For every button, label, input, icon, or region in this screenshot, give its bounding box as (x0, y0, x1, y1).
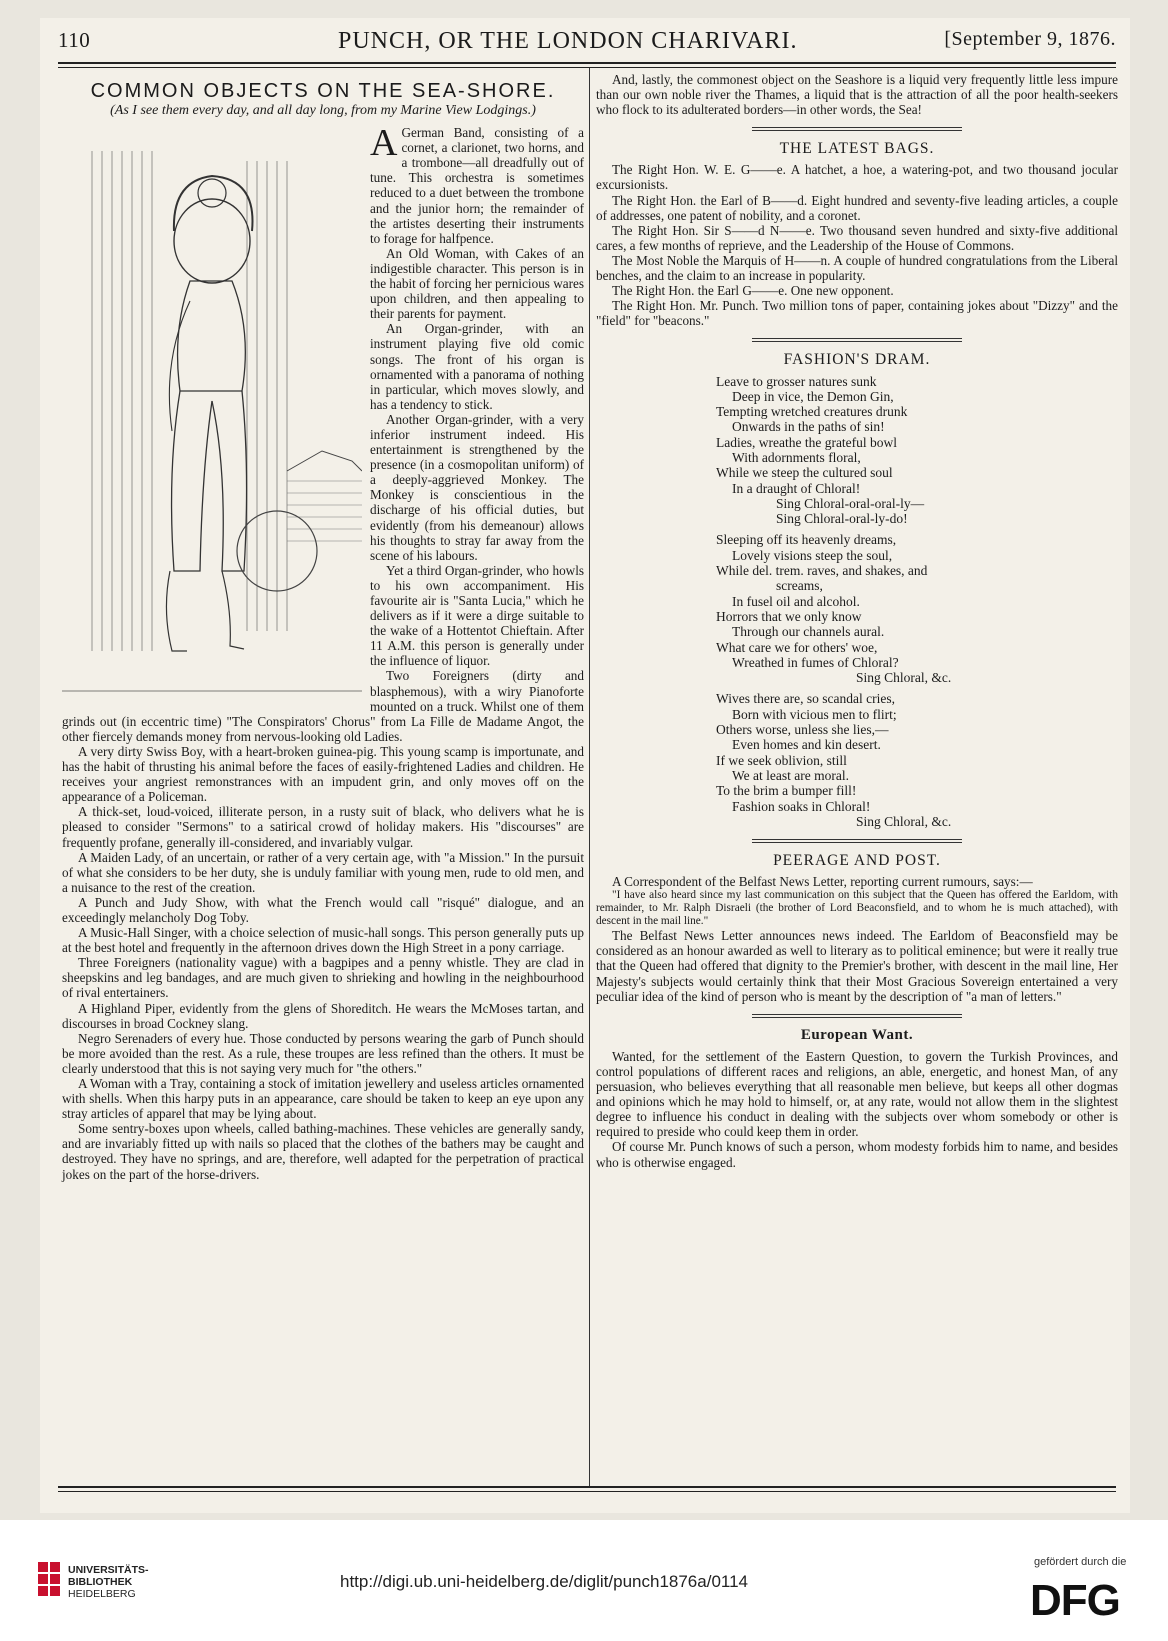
poem-line: With adornments floral, (732, 449, 861, 465)
page-number: 110 (58, 28, 91, 52)
bag-item: The Most Noble the Marquis of H——n. A couple of hundred congratulations from the Liberal benches, and the claim to an increase in popularity. (596, 252, 1118, 284)
paragraph-another-organ-grinder: Another Organ-grinder, with a very inferior instrument indeed. His entertainment is strengthened by the presence (in a cosmopolitan uniform) of a deeply-aggrieved Monkey. The Monkey is conscientious in the discharge of his official duties, but evidently (from his demeanour) allows his thoughts to stray far away from the scene of his labours. (370, 411, 584, 563)
poem-line: Onwards in the paths of sin! (732, 419, 885, 435)
peerage-intro: A Correspondent of the Belfast News Letter, reporting current rumours, says:— (612, 874, 1033, 890)
fashions-dram-title: FASHION'S DRAM. (783, 351, 931, 369)
article-subtitle: (As I see them every day, and all day long, from my Marine View Lodgings.) (110, 103, 536, 119)
poem-line: In fusel oil and alcohol. (732, 593, 860, 609)
paragraph-punch-and-judy: A Punch and Judy Show, with what the French would call "risqué" dialogue, and an exceedingly melancholy Dog Toby. (62, 894, 584, 925)
paragraph-organ-grinder: An Organ-grinder, with an instrument playing five old comic songs. The front of his organ is ornamented with a panorama of nothing in particular, which moves slowly, and has a tendency to stick. (370, 321, 584, 412)
peerage-title: PEERAGE AND POST. (773, 852, 941, 870)
paragraph-old-woman: An Old Woman, with Cakes of an indigestible character. This person is in the habit of forcing her pernicious wares upon children, and then appealing to their parents for payment. (370, 245, 584, 322)
permalink-url[interactable]: http://digi.ub.uni-heidelberg.de/diglit/punch1876a/0114 (340, 1572, 748, 1591)
poem-line: Deep in vice, the Demon Gin, (732, 388, 894, 404)
poem-line: Sing Chloral-oral-oral-ly— (776, 495, 925, 511)
poem-line: Wreathed in fumes of Chloral? (732, 654, 899, 670)
poem-line: Born with vicious men to flirt; (732, 706, 897, 722)
poem-stanza (716, 532, 1118, 685)
poem-line: While del. trem. raves, and shakes, and (716, 563, 928, 579)
dfg-logo: DFG (1030, 1576, 1120, 1625)
poem-line: Tempting wretched creatures drunk (716, 404, 908, 420)
funded-by-label: gefördert durch die (1034, 1556, 1127, 1568)
paragraph-music-hall-singer: A Music-Hall Singer, with a choice selection of music-hall songs. This person generally puts up at the best hotel and frequently in the afternoon drives down the High Street in a pony carriage. (62, 925, 584, 956)
poem (716, 374, 1118, 830)
poem-line: Through our channels aural. (732, 624, 885, 640)
poem-line: Others worse, unless she lies,— (716, 722, 889, 738)
section-separator (752, 127, 962, 131)
section-separator (752, 839, 962, 843)
paragraph-third-organ-grinder: Yet a third Organ-grinder, who howls to his own accompaniment. His favourite air is "Santa Lucia," which he delivers as if it were a dirge suitable to the wake of a Hottentot Chieftain. After 11 A.M. this person is generally under the influence of liquor. (370, 562, 584, 669)
poem-line: We at least are moral. (732, 767, 849, 783)
viewer-footer (0, 1520, 1168, 1641)
poem-line: While we steep the cultured soul (716, 465, 893, 481)
paragraph-preacher: A thick-set, loud-voiced, illiterate person, in a rusty suit of black, who delivers what he is pleased to consider "Sermons" to a satirical crowd of holiday makers. His "discourses" are frequently profane, generally ill-considered, and invariably vulgar. (62, 804, 584, 850)
poem-line: Even homes and kin desert. (732, 737, 881, 753)
drop-cap: A (370, 122, 398, 165)
poem-line: Sing Chloral, &c. (856, 670, 952, 686)
peerage-body: The Belfast News Letter announces news indeed. The Earldom of Beaconsfield may be considered as an honour awarded as well to literary as to political eminence; but were it really true that the Queen had offered that dignity to the Premier's brother, with descent in the mail line, Her Majesty's subjects would certainly think that their Most Gracious Sovereign entertained a very peculiar idea of the kind of person who is meant by the description of "a man of letters." (596, 928, 1118, 1004)
paragraph-sea: And, lastly, the commonest object on the Seashore is a liquid very frequently little less impure than our own noble river the Thames, a liquid that is the attraction of all the poor health-seekers who flock to its adulterated borders—in other words, the Sea! (596, 72, 1118, 118)
paragraph-maiden-lady: A Maiden Lady, of an uncertain, or rather of a very certain age, with "a Mission." In the pursuit of what she considers to be her duty, she is unduly familiar with young men, rude to old men, and a nuisance to the rest of the creation. (62, 849, 584, 895)
section-separator (752, 338, 962, 342)
poem-stanza (716, 374, 1118, 527)
european-want-closing: Of course Mr. Punch knows of such a person, whom modesty forbids him to name, and besides who is otherwise engaged. (596, 1139, 1118, 1170)
bag-item: The Right Hon. Sir S——d N——e. Two thousand seven hundred and sixty-five additional cares, a few months of reprieve, and the Leadership of the House of Commons. (596, 222, 1118, 253)
poem-line: Sing Chloral-oral-ly-do! (776, 511, 908, 527)
publication-title: PUNCH, OR THE LONDON CHARIVARI. (338, 28, 798, 54)
poem-line: In a draught of Chloral! (732, 480, 861, 496)
paragraph-highland-piper: A Highland Piper, evidently from the glens of Shoreditch. He wears the McMoses tartan, and discourses in broad Cockney slang. (62, 1000, 584, 1031)
page-header (58, 28, 1116, 64)
bag-item: The Right Hon. the Earl of B——d. Eight hundred and seventy-five leading articles, a couple of addresses, one patent of nobility, and a coronet. (596, 192, 1118, 223)
poem-line: Sing Chloral, &c. (856, 813, 952, 829)
paragraph-swiss-boy: A very dirty Swiss Boy, with a heart-broken guinea-pig. This young scamp is importunate, and has the habit of thrusting his animal before the faces of easily-frightened Ladies and children. He receives your angriest remonstrances with an impudent grin, and only moves off on the appearance of a Policeman. (62, 743, 584, 805)
european-want-title: European Want. (800, 1026, 914, 1043)
paragraph-negro-serenaders: Negro Serenaders of every hue. Those conducted by persons wearing the garb of Punch should be more avoided than the rest. As a rule, these troupes are less refined than the others. It must be clearly understood that this is not saying very much for "the others." (62, 1030, 584, 1076)
paragraph-three-foreigners: Three Foreigners (nationality vague) with a bagpipes and a penny whistle. They are clad in sheepskins and leg bandages, and are much given to shrieking and howling in the neighbourhood of rival entertainers. (62, 955, 584, 1001)
poem-line: To the brim a bumper fill! (716, 783, 857, 799)
poem-line: What care we for others' woe, (716, 639, 878, 655)
poem-line: Horrors that we only know (716, 608, 862, 624)
bathing-girl-illustration (62, 131, 362, 701)
footer-rule (58, 1486, 1116, 1492)
european-want-body: Wanted, for the settlement of the Eastern Question, to govern the Turkish Provinces, and control populations of different races and religions, an able, energetic, and honest Man, of any persuasion, who believes everything that all reasonable men believe, but keeps all other dogmas and opinions which he may hold to himself, or, at any rate, would not allow them in the slightest degree to influence his conduct in dealing with the subjects over whom somebody or other is required to preside who could keep them in order. (596, 1048, 1118, 1140)
paragraph-woman-with-tray: A Woman with a Tray, containing a stock of imitation jewellery and useless articles ornamented with shells. When this harpy puts in an appearance, care should be taken to keep an eye upon any stray articles of apparel that may be lying about. (62, 1076, 584, 1122)
column-divider (589, 68, 590, 1486)
paragraph-bathing-machines: Some sentry-boxes upon wheels, called bathing-machines. These vehicles are generally sandy, and are invariably fitted up with nails so placed that the clothes of the bathers may be caught and destroyed. They have no springs, and are, therefore, well adapted for the perpetration of practical jokes on the part of the horse-drivers. (62, 1121, 584, 1182)
university-library-logo-icon (38, 1562, 60, 1606)
poem-line: Sleeping off its heavenly dreams, (716, 532, 897, 548)
poem-line: If we seek oblivion, still (716, 752, 847, 768)
poem-line: screams, (776, 578, 823, 594)
issue-date: [September 9, 1876. (944, 28, 1116, 50)
section-separator (752, 1014, 962, 1018)
bag-item: The Right Hon. Mr. Punch. Two million tons of paper, containing jokes about "Dizzy" and the "field" for "beacons." (596, 298, 1118, 329)
latest-bags-title: THE LATEST BAGS. (779, 140, 935, 158)
poem-line: Wives there are, so scandal cries, (716, 691, 896, 707)
peerage-quote: "I have also heard since my last communication on this subject that the Queen has offered the Earldom, with remainder, to Mr. Ralph Disraeli (the brother of Lord Beaconsfield, and to whom he is much attached), with descent in the mail line." (596, 889, 1118, 928)
left-column (62, 72, 584, 1182)
header-rule (58, 62, 1116, 68)
bag-item: The Right Hon. W. E. G——e. A hatchet, a hoe, a watering-pot, and two thousand jocular excursionists. (596, 162, 1118, 193)
right-column (596, 72, 1118, 1170)
poem-stanza (716, 691, 1118, 829)
poem-line: Lovely visions steep the soul, (732, 547, 893, 563)
paragraph-two-foreigners: Two Foreigners (dirty and blasphemous), with a wiry Pianoforte mounted on a truck. Whilst one of them grinds out (in eccentric time) "The Conspirators' Chorus" from La Fille de Madame Angot, the other fiercely demands money from nervous-looking old Ladies. (62, 668, 584, 744)
university-library-name: UNIVERSITÄTS- BIBLIOTHEK HEIDELBERG (68, 1564, 149, 1600)
paragraph-german-band: A German Band, consisting of a cornet, a clarionet, two horns, and a trombone—all dreadfully out of tune. This orchestra is sometimes reduced to a duet between the trombone and the junior horn; the remainder of the artistes deserting their instruments to forage for halfpence. (370, 122, 584, 246)
bag-item: The Right Hon. the Earl G——e. One new opponent. (612, 283, 894, 299)
poem-line: Leave to grosser natures sunk (716, 373, 877, 389)
poem-line: Fashion soaks in Chloral! (732, 798, 871, 814)
article-title: COMMON OBJECTS ON THE SEA-SHORE. (90, 80, 556, 102)
poem-line: Ladies, wreathe the grateful bowl (716, 434, 898, 450)
